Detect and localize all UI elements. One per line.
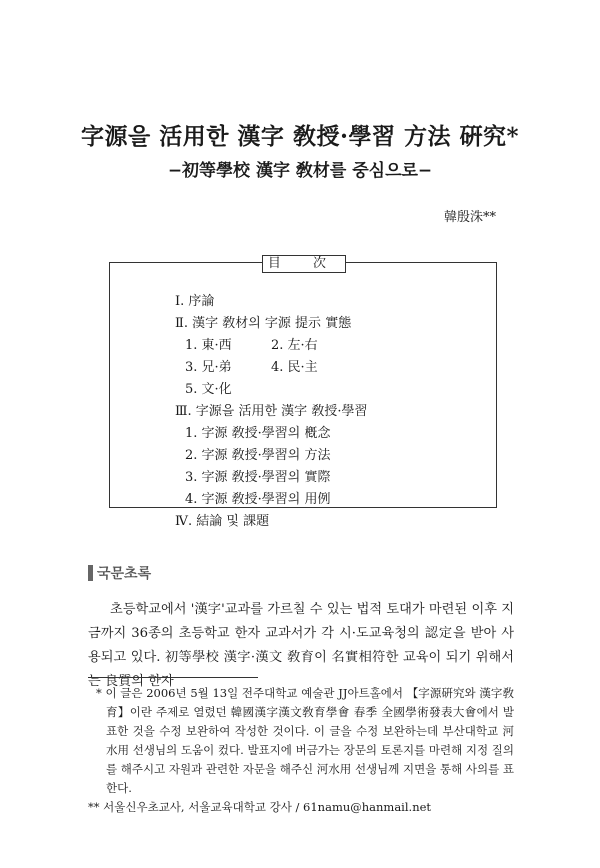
footnote-1: * 이 글은 2006년 5월 13일 전주대학교 예술관 JJ아트홀에서 【字源硏究와 漢字敎育】이란 주제로 열렸던 韓國漢字漢文敎育學會 春季 全國學術發表大會에서 발표한 것을 수정 보완하여 작성한 것이다. 이 글을 수정 보완하는데 부산대학교 河水用 선생님의 도움이 컸다. 발표지에 버금가는 장문의 토론지를 마련해 지정 질의를 해주시고 자원과 관련한 자문을 해주신 河水用 선생님께 지면을 통해 사의를 표한다. <box>96 686 514 795</box>
paper-subtitle: −初等學校 漢字 敎材를 중심으로− <box>167 161 433 181</box>
toc-item-label: 4. 民·主 <box>271 360 318 375</box>
toc-item <box>175 313 367 335</box>
toc-item-label: 2. 左·右 <box>271 338 318 353</box>
toc-item-label: 5. 文·化 <box>185 382 232 397</box>
toc-item <box>175 401 367 423</box>
toc-item <box>175 445 367 467</box>
toc-item-label: Ⅰ. 序論 <box>175 294 215 309</box>
toc-item <box>175 379 367 401</box>
toc-item <box>175 291 367 313</box>
toc-item-label: 4. 字源 敎授·學習의 用例 <box>185 492 331 507</box>
toc-item-label: 2. 字源 敎授·學習의 方法 <box>185 448 331 463</box>
toc-item-label: 1. 字源 敎授·學習의 槪念 <box>185 426 331 441</box>
abstract-paragraph: 초등학교에서 '漢字'교과를 가르칠 수 있는 법적 토대가 마련된 이후 지금까지 36종의 초등학교 한자 교과서가 각 시·도교육청의 認定을 받아 사용되고 있다. 初等學校 漢字·漢文 敎育이 名實相符한 교육이 되기 위해서는 良質의 한자 <box>88 602 514 689</box>
toc-item <box>175 357 367 379</box>
toc-item-label: Ⅳ. 結論 및 課題 <box>175 514 270 529</box>
abstract-body <box>88 598 514 694</box>
abstract-heading: 국문초록 <box>97 566 152 582</box>
toc-item <box>175 511 367 533</box>
toc-item-label: Ⅲ. 字源을 活用한 漢字 敎授·學習 <box>175 404 368 419</box>
author-name: 韓殷洙** <box>443 210 496 225</box>
toc-item-label: 3. 兄·弟 <box>185 360 232 375</box>
paper-title: 字源을 活用한 漢字 敎授·學習 方法 硏究* <box>80 123 519 150</box>
toc-item <box>175 467 367 489</box>
toc-list <box>175 291 367 533</box>
toc-header: 目 次 <box>262 255 346 273</box>
toc-item <box>175 489 367 511</box>
toc-item-label: 3. 字源 敎授·學習의 實際 <box>185 470 331 485</box>
toc-item-label: 1. 東·西 <box>185 338 232 353</box>
toc-item <box>175 335 367 357</box>
footnote-divider <box>88 677 258 678</box>
toc-item <box>175 423 367 445</box>
toc-item-label: Ⅱ. 漢字 敎材의 字源 提示 實態 <box>175 316 352 331</box>
footnotes <box>88 684 514 817</box>
footnote-2: ** 서울신우초교사, 서울교육대학교 강사 / 61namu@hanmail.net <box>88 800 432 814</box>
